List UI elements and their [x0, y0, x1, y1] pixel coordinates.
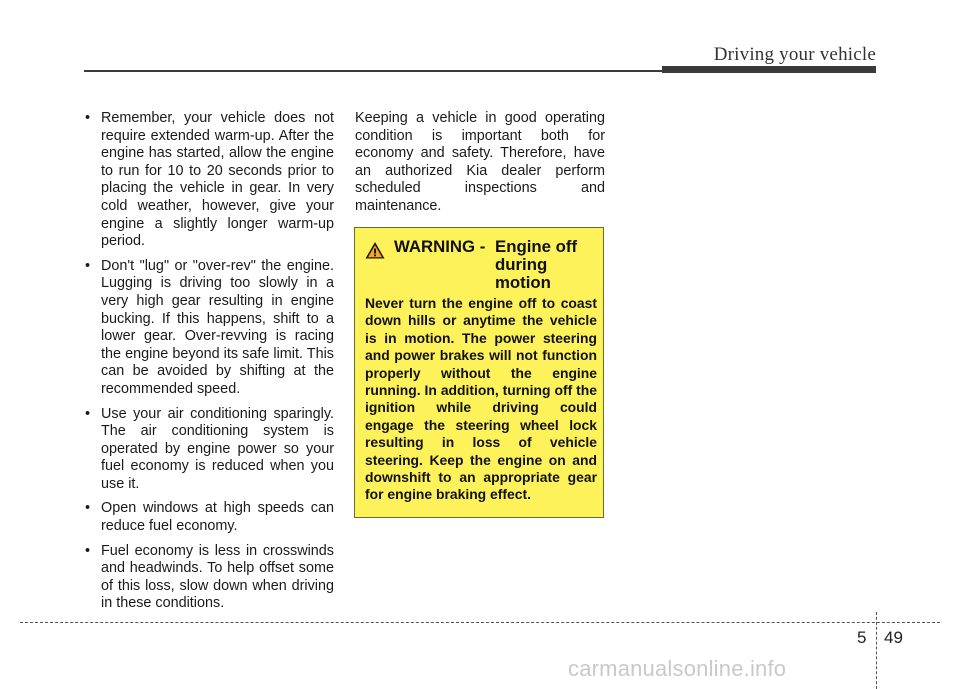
bullet-icon: •: [85, 110, 91, 126]
footer-rule: [20, 622, 940, 623]
list-item: [84, 258, 334, 399]
warning-body: Never turn the engine off to coast down hills or anytime the vehicle is in motion. The power steering and power brakes will not function properly without the engine running. In addition, turning off the ignition while driving could engage the steering wheel lock resulting in loss of vehicle steering. Keep the engine on and downshift to an appropriate gear for engine braking effect.: [365, 295, 597, 503]
list-item-text: Remember, your vehicle does not require extended warm-up. After the engine has started, allow the engine to run for 10 to 20 seconds prior to placing the vehicle in gear. In very cold weather, however, give your engine a slightly longer warm-up period.: [101, 110, 334, 250]
warning-subject: Engine off during motion: [495, 237, 578, 292]
bullet-icon: •: [85, 257, 91, 274]
header-rule-accent: [662, 66, 876, 73]
page-number-separator: [876, 612, 877, 689]
list-item-text: Use your air conditioning sparingly. The air conditioning system is operated by engine power so your fuel economy is reduced when you use it.: [101, 405, 334, 492]
header-rule: [84, 70, 662, 72]
maintenance-paragraph: Keeping a vehicle in good operating condition is important both for economy and safety. Therefore, have an authorized Kia dealer perform scheduled inspections and maintenance.: [355, 110, 605, 214]
chapter-number: 5: [857, 628, 867, 647]
left-column: [84, 110, 334, 620]
page-number: 49: [884, 628, 903, 647]
header-title: Driving your vehicle: [713, 44, 876, 65]
list-item: [84, 543, 334, 613]
warning-label: WARNING -: [394, 237, 486, 256]
bullet-icon: •: [85, 500, 91, 517]
bullet-icon: •: [85, 405, 91, 422]
tips-list: [84, 110, 334, 613]
watermark: carmanualsonline.info: [568, 656, 787, 681]
list-item-text: Open windows at high speeds can reduce fuel economy.: [101, 500, 334, 535]
list-item-text: Don't "lug" or "over-rev" the engine. Lugging is driving too slowly in a very high gear resulting in engine bucking. If this happens, shift to a lower gear. Over-revving is racing the engine beyond its safe limit. This can be avoided by shifting at the recommended speed.: [101, 257, 334, 397]
list-item: [84, 406, 334, 494]
warning-box: [354, 227, 604, 518]
list-item: [84, 500, 334, 535]
warning-triangle-icon: [365, 241, 385, 259]
list-item-text: Fuel economy is less in crosswinds and headwinds. To help offset some of this loss, slow down when driving in these conditions.: [101, 542, 334, 612]
bullet-icon: •: [85, 542, 91, 559]
warning-header: [365, 236, 597, 296]
list-item: [84, 110, 334, 251]
